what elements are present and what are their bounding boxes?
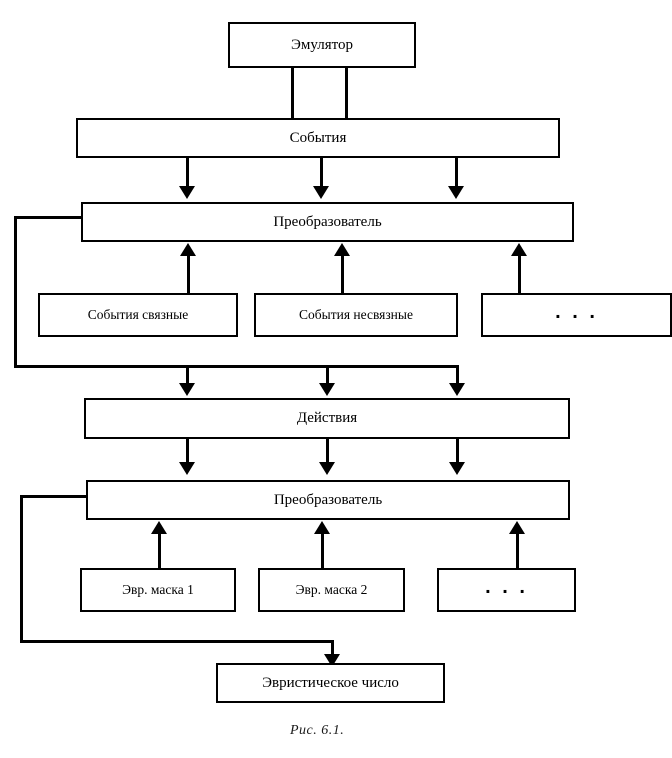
arrow-bus-actions-2 [319, 383, 335, 396]
node-emulator [228, 22, 416, 68]
node-actions [84, 398, 570, 439]
node-mask-1-label: Эвр. маска 1 [122, 581, 194, 597]
node-converter-2-label: Преобразователь [273, 491, 383, 508]
arrow-events-converter-3 [448, 186, 464, 199]
node-events-more [481, 293, 672, 337]
arrow-masks-more-converter2 [509, 521, 525, 534]
node-converter-1-label: Преобразователь [273, 213, 382, 230]
arrow-actions-converter2-2 [319, 462, 335, 475]
node-events-linked-label: События связные [87, 306, 189, 322]
feedback-converter1-bottom [14, 365, 459, 368]
feedback-converter1-top [14, 216, 84, 219]
node-masks-more-label: . . . [485, 576, 528, 598]
node-converter-1 [81, 202, 574, 242]
feedback-converter1-vertical [14, 216, 17, 368]
connector-masks-more-converter2 [516, 533, 519, 571]
node-events-linked [38, 293, 238, 337]
figure-caption: Рис. 6.1. [290, 723, 345, 738]
node-events [76, 118, 560, 158]
connector-more-events-converter [518, 256, 521, 296]
arrow-bus-actions-1 [179, 383, 195, 396]
node-result [216, 663, 445, 703]
connector-linked-converter [187, 256, 190, 296]
connector-emulator-events-left [291, 68, 294, 120]
node-actions-label: Действия [296, 410, 358, 427]
node-masks-more [437, 568, 576, 612]
arrow-unlinked-converter [334, 243, 350, 256]
feedback-converter2-top [20, 495, 90, 498]
connector-mask1-converter2 [158, 533, 161, 571]
arrow-bus-actions-3 [449, 383, 465, 396]
arrow-more-events-converter [511, 243, 527, 256]
feedback-converter2-bottom [20, 640, 333, 643]
arrow-linked-converter [180, 243, 196, 256]
feedback-converter2-vertical [20, 495, 23, 643]
node-events-unlinked [254, 293, 458, 337]
arrow-actions-converter2-3 [449, 462, 465, 475]
arrow-events-converter-2 [313, 186, 329, 199]
node-events-label: События [289, 129, 347, 146]
node-emulator-label: Эмулятор [291, 36, 353, 53]
arrow-actions-converter2-1 [179, 462, 195, 475]
node-converter-2 [86, 480, 570, 520]
node-result-label: Эвристическое число [262, 674, 399, 691]
arrow-mask1-converter2 [151, 521, 167, 534]
node-mask-1 [80, 568, 236, 612]
arrow-events-converter-1 [179, 186, 195, 199]
node-events-more-label: . . . [555, 301, 598, 323]
arrow-mask2-converter2 [314, 521, 330, 534]
node-mask-2-label: Эвр. маска 2 [295, 581, 368, 597]
node-mask-2 [258, 568, 405, 612]
connector-mask2-converter2 [321, 533, 324, 571]
connector-unlinked-converter [341, 256, 344, 296]
connector-emulator-events-right [345, 68, 348, 120]
node-events-unlinked-label: События несвязные [299, 306, 413, 322]
